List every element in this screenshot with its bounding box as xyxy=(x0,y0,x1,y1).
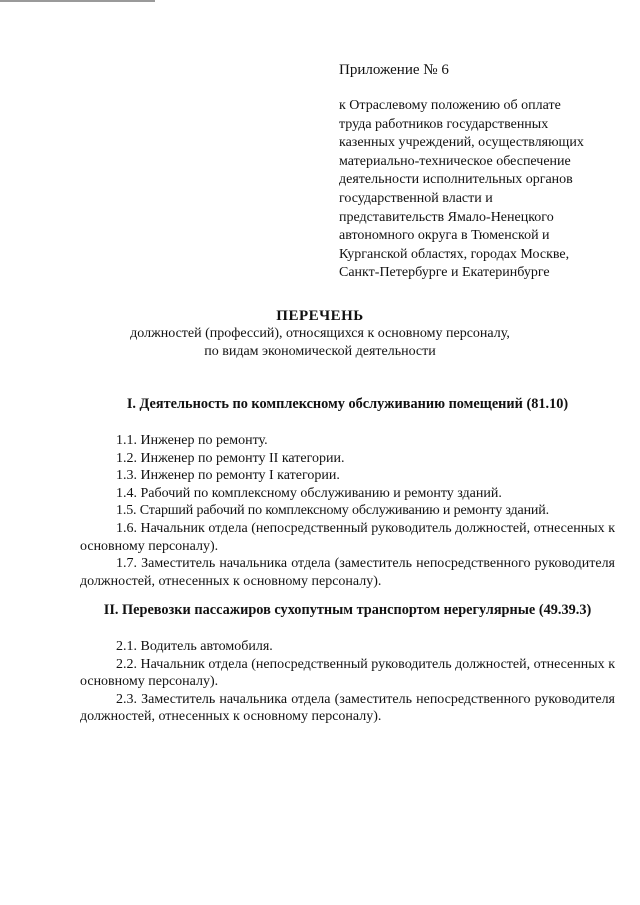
section-2 xyxy=(80,601,615,726)
appendix-block xyxy=(339,61,629,283)
list-item: 1.2. Инженер по ремонту II категории. xyxy=(116,450,345,466)
appendix-title: Приложение № 6 xyxy=(339,62,449,78)
list-item: 1.6. Начальник отдела (непосредственный руководитель должностей, отнесенных к основному персоналу). xyxy=(80,520,615,554)
appendix-description: к Отраслевому положению об оплате труда работников государственных казенных учреждений, осуществляющих материально-техническое обеспечение деятельности исполнительных органов государственной власти и представительств Ямало-Ненецкого автономного округа в Тюменской и Курганской областях, городах Москве, Санкт-Петербурге и Екатеринбурге xyxy=(339,98,584,281)
list-item: 1.5. Старший рабочий по комплексному обслуживанию и ремонту зданий. xyxy=(116,503,549,519)
list-item: 1.4. Рабочий по комплексному обслуживанию и ремонту зданий. xyxy=(116,485,502,501)
list-item: 1.7. Заместитель начальника отдела (заместитель непосредственного руководителя должностей, отнесенных к основному персоналу). xyxy=(80,556,615,589)
list-item: 1.1. Инженер по ремонту. xyxy=(116,433,268,448)
list-item: 1.3. Инженер по ремонту I категории. xyxy=(116,468,340,484)
list-item: 2.1. Водитель автомобиля. xyxy=(116,639,273,654)
document-subtitle-line-1: должностей (профессий), относящихся к основному персоналу, xyxy=(130,326,510,341)
section-1 xyxy=(80,395,615,590)
document-subtitle-line-2: по видам экономической деятельности xyxy=(204,344,436,359)
document-title: ПЕРЕЧЕНЬ xyxy=(276,308,364,324)
list-item: 2.2. Начальник отдела (непосредственный руководитель должностей, отнесенных к основному персоналу). xyxy=(80,656,615,690)
scan-edge-mark xyxy=(0,0,155,2)
document-heading xyxy=(0,307,640,361)
section-title: I. Деятельность по комплексному обслуживанию помещений (81.10) xyxy=(126,396,569,412)
section-items xyxy=(80,638,615,726)
section-items xyxy=(80,432,615,590)
section-title: II. Перевозки пассажиров сухопутным транспортом нерегулярные (49.39.3) xyxy=(103,602,592,618)
list-item: 2.3. Заместитель начальника отдела (заместитель непосредственного руководителя должностей, отнесенных к основному персоналу). xyxy=(80,691,615,725)
